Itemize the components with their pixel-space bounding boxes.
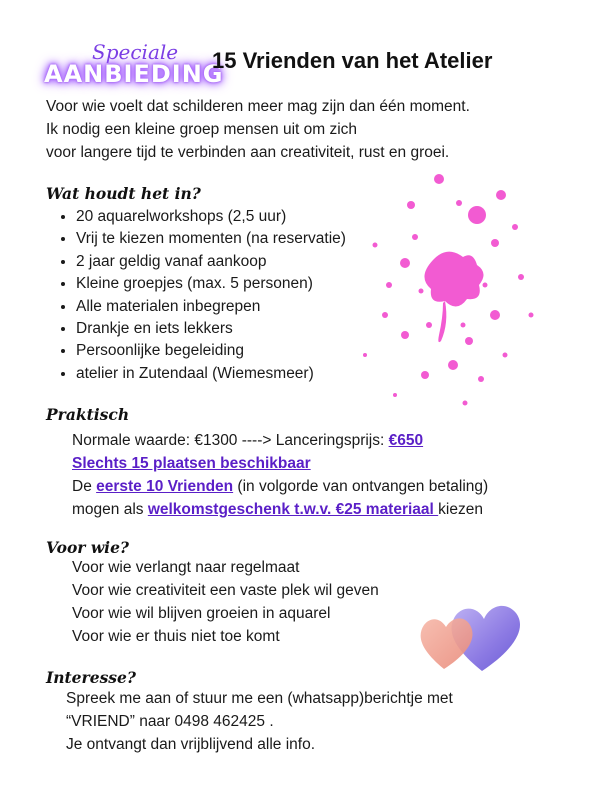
list-item: • atelier in Zutendaal (Wiemesmeer): [76, 363, 346, 385]
list-item: Voor wie verlangt naar regelmaat: [72, 559, 300, 576]
offer-badge: [44, 40, 224, 100]
list-item: • Drankje en iets lekkers: [76, 318, 346, 340]
text-fragment: (in volgorde van ontvangen betaling): [233, 478, 489, 495]
first-friends-line: [72, 475, 488, 498]
contact-line: Je ontvangt dan vrijblijvend alle info.: [66, 736, 316, 753]
list-item: Voor wie wil blijven groeien in aquarel: [72, 605, 331, 622]
list-item: Voor wie er thuis niet toe komt: [72, 628, 280, 645]
list-item: • Vrij te kiezen momenten (na reservatie): [76, 228, 346, 250]
paint-splash-icon: [345, 165, 555, 425]
list-item: • Persoonlijke begeleiding: [76, 340, 346, 362]
text-fragment: De: [72, 478, 97, 495]
contact-text: [66, 687, 453, 756]
text-fragment: mogen als: [72, 501, 148, 518]
list-item: • 2 jaar geldig vanaf aankoop: [76, 251, 346, 273]
features-list: [60, 206, 346, 385]
for-whom-list: [72, 556, 379, 648]
badge-main-text: AANBIEDING: [44, 60, 224, 88]
section-heading-what: Wat houdt het in?: [46, 184, 201, 203]
section-heading-practical: Praktisch: [46, 405, 130, 424]
page-title: 15 Vrienden van het Atelier: [212, 48, 493, 73]
practical-info: [72, 429, 488, 521]
intro-text: [46, 95, 576, 164]
contact-line: Spreek me aan of stuur me een (whatsapp)berichtje met: [66, 690, 453, 707]
list-item: • 20 aquarelworkshops (2,5 uur): [76, 206, 346, 228]
list-item: • Alle materialen inbegrepen: [76, 296, 346, 318]
welcome-gift-link[interactable]: welkomstgeschenk t.w.v. €25 materiaal: [147, 501, 439, 518]
places-available-link[interactable]: Slechts 15 plaatsen beschikbaar: [72, 455, 311, 472]
welcome-gift-line: [72, 498, 488, 521]
list-item: Voor wie creativiteit een vaste plek wil geven: [72, 582, 379, 599]
watercolor-hearts-icon: [412, 585, 532, 675]
section-heading-for-whom: Voor wie?: [46, 538, 130, 557]
price-line: [72, 429, 488, 452]
launch-price-link[interactable]: €650: [388, 432, 424, 449]
badge-script-text: Speciale: [92, 40, 179, 64]
contact-line: “VRIEND” naar 0498 462425 .: [66, 713, 274, 730]
list-item: • Kleine groepjes (max. 5 personen): [76, 273, 346, 295]
intro-line: Ik nodig een kleine groep mensen uit om zich: [46, 121, 358, 138]
price-line-text: Normale waarde: €1300 ----> Lanceringsprijs:: [72, 432, 389, 449]
intro-line: voor langere tijd te verbinden aan creativiteit, rust en groei.: [46, 144, 450, 161]
intro-line: Voor wie voelt dat schilderen meer mag zijn dan één moment.: [46, 98, 470, 115]
first-friends-link[interactable]: eerste 10 Vrienden: [96, 478, 234, 495]
section-heading-interest: Interesse?: [46, 668, 136, 687]
text-fragment: kiezen: [438, 501, 483, 518]
